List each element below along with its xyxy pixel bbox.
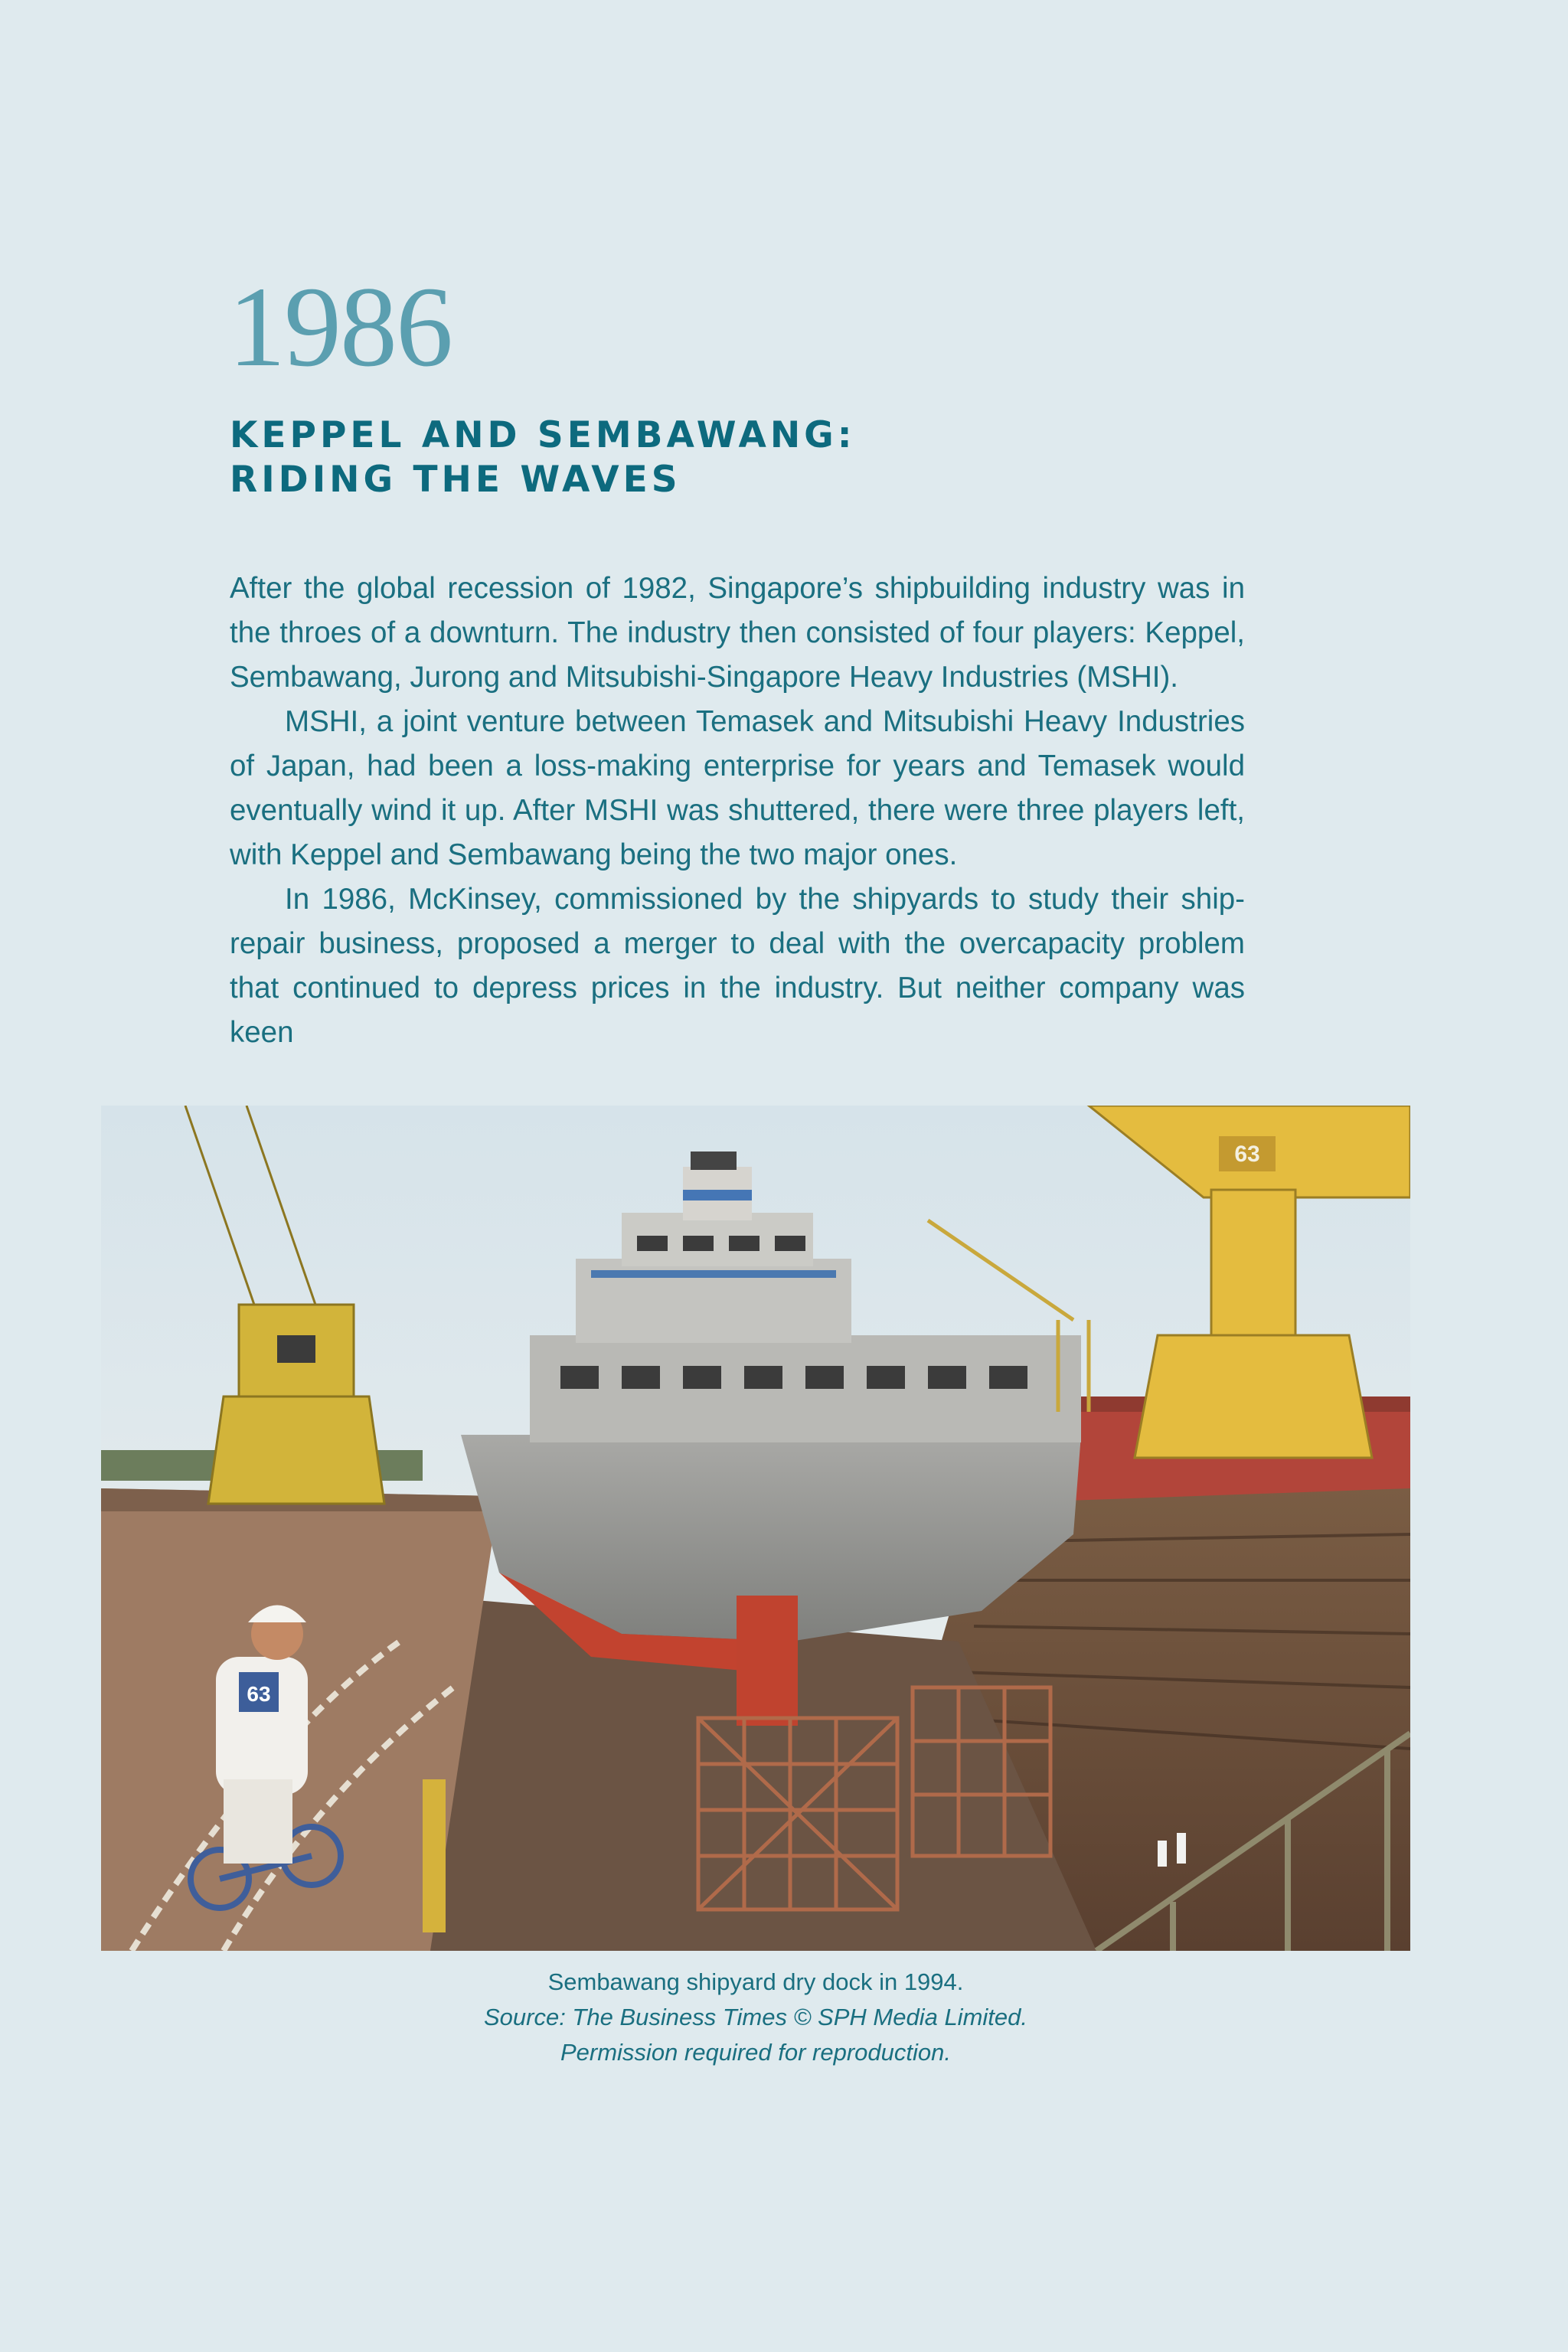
shipyard-illustration xyxy=(101,1106,1410,1951)
section-heading xyxy=(230,413,856,502)
crane-number: 63 xyxy=(1234,1142,1260,1167)
section-heading-line-2: RIDING THE WAVES xyxy=(230,459,681,501)
paragraph-3: In 1986, McKinsey, commissioned by the shipyards to study their ship-repair business, proposed a merger to deal with the overcapacity problem that continued to depress prices in the industry. But neither company was keen xyxy=(230,883,1245,1049)
caption-permission: Permission required for reproduction. xyxy=(560,2039,952,2066)
shipyard-photo xyxy=(101,1106,1410,1951)
photo-caption xyxy=(101,1965,1410,2070)
caption-description: Sembawang shipyard dry dock in 1994. xyxy=(547,1968,964,1995)
body-text xyxy=(230,567,1245,1055)
caption-source: Source: The Business Times © SPH Media Limited. xyxy=(483,2004,1027,2030)
paragraph-1: After the global recession of 1982, Singapore’s shipbuilding industry was in the throes of a downturn. The industry then consisted of four players: Keppel, Sembawang, Jurong and Mitsubishi-Singapore Heavy Industries (MSHI). xyxy=(230,572,1245,694)
year-heading: 1986 xyxy=(228,263,452,390)
worker-shirt-number: 63 xyxy=(247,1682,271,1706)
paragraph-2: MSHI, a joint venture between Temasek and Mitsubishi Heavy Industries of Japan, had been a loss-making enterprise for years and Temasek would eventually wind it up. After MSHI was shuttered, there were three players left, with Keppel and Sembawang being the two major ones. xyxy=(230,705,1245,871)
section-heading-line-1: KEPPEL AND SEMBAWANG: xyxy=(230,414,856,456)
